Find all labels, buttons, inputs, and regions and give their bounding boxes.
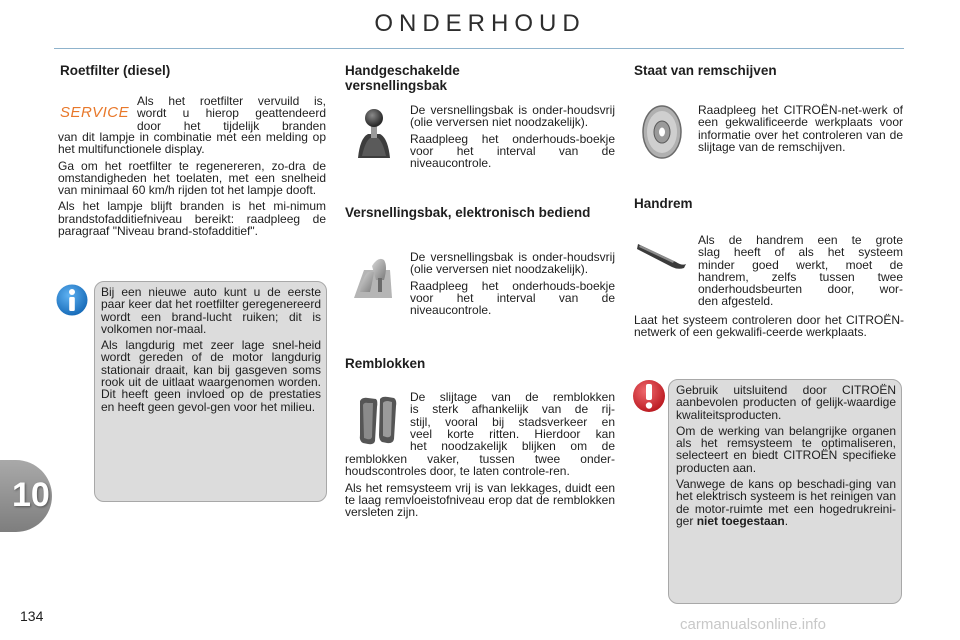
warning-paragraph-3-text: Vanwege de kans op beschadi-ging van het elektrisch systeem is het reinigen van de motor-ruimte met een hogedrukreini-ger [676, 477, 896, 528]
remblokken-paragraph-2: Als het remsysteem vrij is van lekkages, duidt een te laag remvloeistofniveau erop dat de remblokken versleten zijn. [345, 480, 615, 520]
roetfilter-paragraph-3: Als het lampje blijft branden is het mi-nimum brandstofadditiefniveau bereikt: raadpleeg de paragraaf "Niveau brand-stofadditief". [58, 199, 326, 239]
elektronisch-heading [345, 205, 605, 220]
page-title: ONDERHOUD [374, 10, 586, 37]
roetfilter-intro-line: wordt u hierop geattendeerd [137, 106, 326, 121]
watermark: carmanualsonline.info [680, 616, 826, 633]
roetfilter-body [58, 131, 326, 241]
warning-box-text [676, 384, 896, 531]
handrem-paragraph-2: Laat het systeem controleren door het CITROËN-netwerk of een gekwalifi-ceerde werkplaats. [634, 313, 904, 340]
warning-paragraph-3 [676, 478, 896, 527]
roetfilter-intro-rest: van dit lampje in combinatie met een melding op het multifunctionele display. [58, 130, 326, 157]
handrem-line: onderhoudsbeurten door, wor- [698, 282, 903, 297]
electronic-gear-selector-icon [350, 252, 396, 302]
roetfilter-intro-line: Als het roetfilter vervuild is, [137, 94, 326, 108]
chapter-number: 10 [12, 476, 50, 514]
remschijven-heading: Staat van remschijven [634, 63, 777, 78]
handgeschakeld-paragraph-2: Raadpleeg het onderhouds-boekje voor het interval van de niveaucontrole. [410, 131, 615, 171]
warning-paragraph-1: Gebruik uitsluitend door CITROËN aanbevolen producten of gelijk-waardige kwaliteitsproducten. [676, 383, 896, 422]
handrem-wrapped [698, 234, 903, 308]
handrem-line: minder goed werkt, moet de [698, 257, 903, 272]
info-box-text [101, 286, 321, 417]
roetfilter-intro-wrapped [137, 95, 326, 132]
remblokken-heading: Remblokken [345, 356, 426, 371]
brake-disc-icon [640, 104, 684, 160]
elektronisch-heading-text: Versnellingsbak, elektronisch bediend [345, 205, 591, 220]
remblokken-paragraph-1-rest: remblokken vaker, tussen twee onder-houdscontroles door, te laten controle-ren. [345, 452, 615, 479]
service-label: SERVICE [60, 104, 130, 121]
warning-icon [632, 379, 666, 413]
info-icon [56, 283, 88, 317]
info-paragraph-2: Als langdurig met zeer lage snel-heid wordt gereden of de motor langdurig stationair draait, kan bij gasgeven soms rook uit de uitlaat waargenomen worden. Dit heeft geen invloed op de prestaties en heeft geen gevol-gen voor het milieu. [101, 338, 321, 414]
roetfilter-heading: Roetfilter (diesel) [60, 63, 171, 78]
handrem-line: slag heeft of als het systeem [698, 245, 903, 260]
roetfilter-intro-line: door het tijdelijk branden [137, 118, 326, 133]
remschijven-text [698, 104, 903, 157]
handgeschakeld-text [410, 104, 615, 173]
warning-emphasis: niet toegestaan [696, 513, 785, 528]
handrem-line: Als de handrem een te grote [698, 233, 903, 247]
elektronisch-text [410, 251, 615, 320]
remblokken-line: het noodzakelijk blijken om de [410, 439, 615, 454]
warning-paragraph-3-end: . [784, 513, 789, 528]
handrem-body [634, 314, 904, 343]
remblokken-line: veel korte ritten. Hierdoor kan [410, 426, 615, 441]
remblokken-line: De slijtage van de remblokken [410, 390, 615, 404]
title-divider [54, 48, 904, 49]
elektronisch-paragraph-1: De versnellingsbak is onder-houdsvrij (olie verversen niet noodzakelijk). [410, 250, 615, 277]
brake-pads-icon [358, 395, 398, 447]
info-paragraph-1: Bij een nieuwe auto kunt u de eerste paar keer dat het roetfilter geregenereerd wordt een brand-lucht ruiken; dit is volkomen nor-maal. [101, 285, 321, 336]
handrem-line: den afgesteld. [698, 294, 774, 309]
page-number: 134 [20, 608, 44, 624]
handrem-line: handrem, zelfs tussen twee [698, 269, 903, 284]
elektronisch-paragraph-2: Raadpleeg het onderhouds-boekje voor het interval van de niveaucontrole. [410, 278, 615, 318]
remschijven-paragraph-1: Raadpleeg het CITROËN-net-werk of een gekwalificeerde werkplaats voor informatie over het controleren van de slijtage van de remschijven. [698, 103, 903, 154]
remblokken-wrapped [410, 391, 615, 452]
handrem-heading: Handrem [634, 196, 693, 211]
remblokken-line: is sterk afhankelijk van de rij- [410, 402, 615, 417]
handgeschakeld-heading [345, 63, 545, 93]
handgeschakeld-heading-text: Handgeschakelde versnellingsbak [345, 63, 460, 93]
service-warning-icon [60, 104, 130, 122]
roetfilter-paragraph-2: Ga om het roetfilter te regenereren, zo-dra de omstandigheden het toelaten, met een snelheid van minimaal 60 km/h rijden tot het lampje dooft. [58, 158, 326, 198]
warning-paragraph-2: Om de werking van belangrijke organen als het remsysteem te optimaliseren, selecteert en biedt CITROËN specifieke producten aan. [676, 423, 896, 475]
remblokken-body [345, 453, 615, 522]
handbrake-lever-icon [636, 240, 688, 270]
handgeschakeld-paragraph-1: De versnellingsbak is onder-houdsvrij (olie verversen niet noodzakelijk). [410, 103, 615, 130]
remblokken-line: stijl, vooral bij stadsverkeer en [410, 414, 615, 429]
gear-lever-icon [352, 108, 396, 160]
